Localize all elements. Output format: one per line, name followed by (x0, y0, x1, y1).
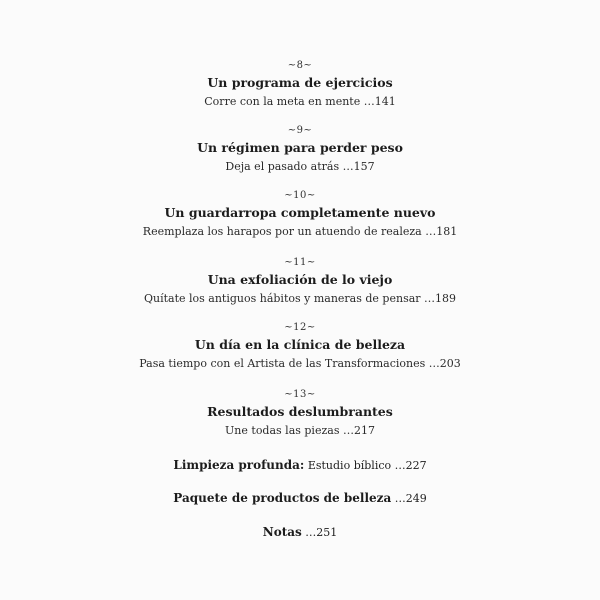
chapter-8 (0, 60, 600, 109)
chapter-12 (0, 322, 600, 371)
entry-title: Paquete de productos de belleza (173, 491, 392, 505)
chapter-11 (0, 257, 600, 306)
chapter-13 (0, 389, 600, 438)
chapter-number: ~13~ (284, 389, 316, 400)
chapter-subtitle: Une todas las piezas …217 (225, 424, 375, 437)
entry-title: Notas (262, 525, 302, 539)
chapter-subtitle: Deja el pasado atrás …157 (225, 160, 375, 173)
chapter-9 (0, 125, 600, 174)
chapter-subtitle: Quítate los antiguos hábitos y maneras de pensar …189 (143, 292, 457, 305)
entry-page: …251 (301, 526, 338, 539)
chapter-subtitle: Reemplaza los harapos por un atuendo de realeza …181 (142, 225, 458, 238)
paquete-entry (0, 490, 600, 507)
chapter-number: ~10~ (284, 190, 316, 201)
entry-page: …249 (391, 492, 427, 505)
chapter-title: Un programa de ejercicios (207, 75, 393, 90)
chapter-number: ~12~ (284, 322, 316, 333)
chapter-number: ~9~ (287, 125, 313, 136)
chapter-title: Una exfoliación de lo viejo (207, 272, 393, 287)
limpieza-profunda-entry (0, 457, 600, 474)
entry-title: Limpieza profunda: (173, 458, 305, 472)
chapter-subtitle: Pasa tiempo con el Artista de las Transformaciones …203 (139, 357, 461, 370)
chapter-title: Un régimen para perder peso (197, 140, 403, 155)
chapter-title: Resultados deslumbrantes (207, 404, 393, 419)
chapter-number: ~11~ (284, 257, 316, 268)
chapter-10 (0, 190, 600, 239)
notas-entry (0, 524, 600, 541)
chapter-number: ~8~ (287, 60, 313, 71)
entry-page: Estudio bíblico …227 (304, 459, 427, 472)
chapter-subtitle: Corre con la meta en mente …141 (204, 95, 396, 108)
chapter-title: Un guardarropa completamente nuevo (164, 205, 436, 220)
chapter-title: Un día en la clínica de belleza (194, 337, 406, 352)
